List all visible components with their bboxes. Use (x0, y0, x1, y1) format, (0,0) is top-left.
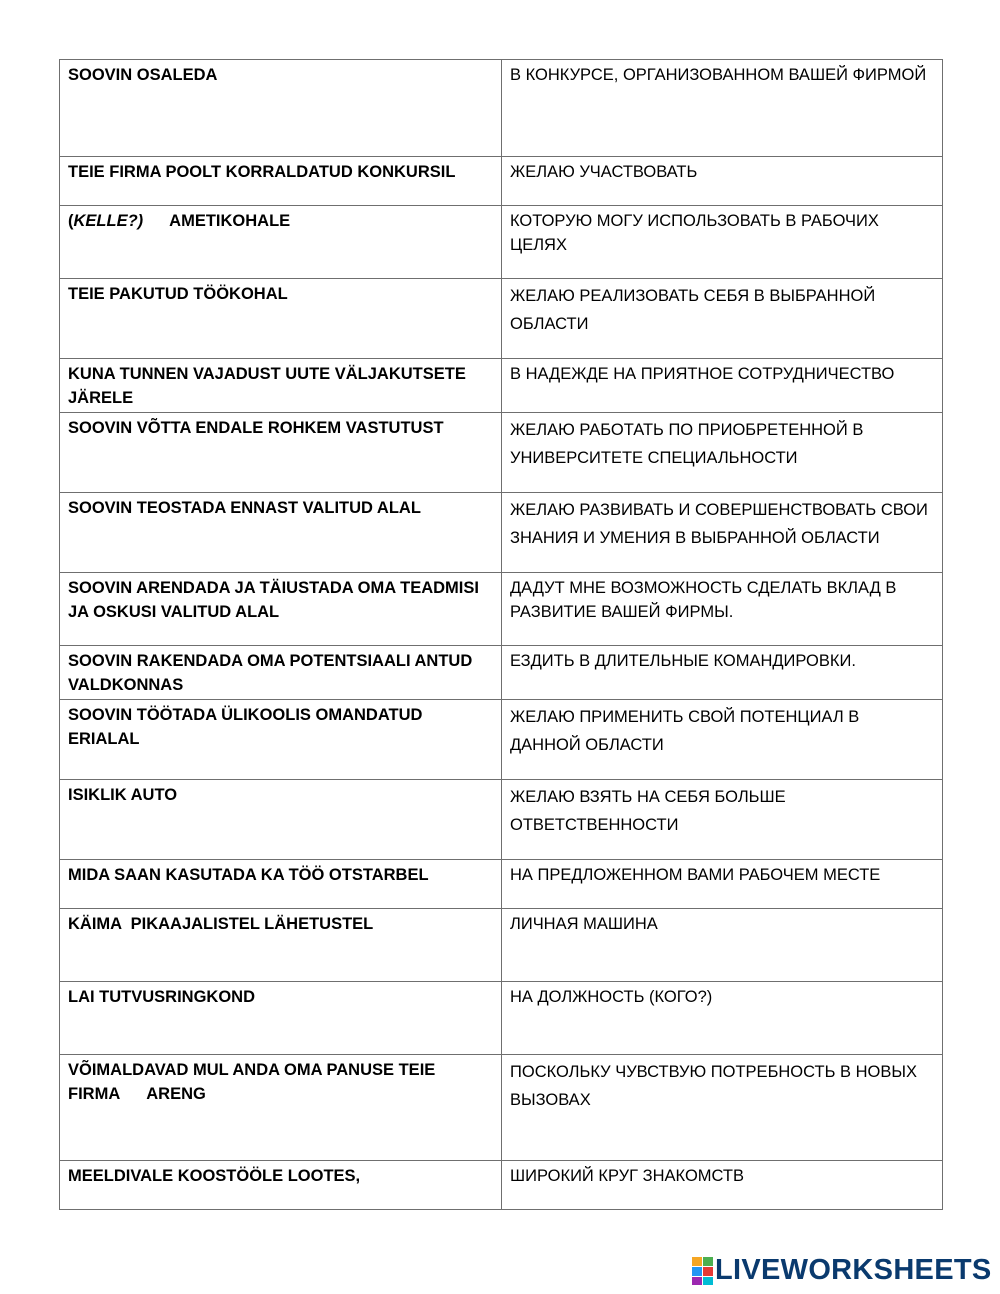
estonian-phrase: TEIE FIRMA POOLT KORRALDATUD KONKURSIL (60, 157, 502, 206)
russian-phrase: ЖЕЛАЮ ВЗЯТЬ НА СЕБЯ БОЛЬШЕ ОТВЕТСТВЕННОСТИ (502, 780, 943, 860)
table-row (60, 982, 943, 1055)
russian-phrase: ЖЕЛАЮ РЕАЛИЗОВАТЬ СЕБЯ В ВЫБРАННОЙ ОБЛАСТИ (502, 279, 943, 359)
estonian-phrase: MIDA SAAN KASUTADA KA TÖÖ OTSTARBEL (60, 860, 502, 909)
estonian-phrase: LAI TUTVUSRINGKOND (60, 982, 502, 1055)
estonian-phrase: ISIKLIK AUTO (60, 780, 502, 860)
estonian-phrase: SOOVIN RAKENDADA OMA POTENTSIAALI ANTUD VALDKONNAS (60, 646, 502, 700)
table-row (60, 157, 943, 206)
liveworksheets-logo-icon (692, 1257, 712, 1283)
russian-phrase: ЖЕЛАЮ УЧАСТВОВАТЬ (502, 157, 943, 206)
estonian-phrase: SOOVIN VÕTTA ENDALE ROHKEM VASTUTUST (60, 413, 502, 493)
russian-phrase: В КОНКУРСЕ, ОРГАНИЗОВАННОМ ВАШЕЙ ФИРМОЙ (502, 60, 943, 157)
table-row (60, 279, 943, 359)
estonian-phrase: SOOVIN OSALEDA (60, 60, 502, 157)
estonian-phrase: KUNA TUNNEN VAJADUST UUTE VÄLJAKUTSETE JÄRELE (60, 359, 502, 413)
russian-phrase: НА ДОЛЖНОСТЬ (КОГО?) (502, 982, 943, 1055)
table-row (60, 700, 943, 780)
table-row (60, 860, 943, 909)
estonian-phrase: SOOVIN TEOSTADA ENNAST VALITUD ALAL (60, 493, 502, 573)
russian-phrase: КОТОРУЮ МОГУ ИСПОЛЬЗОВАТЬ В РАБОЧИХ ЦЕЛЯХ (502, 206, 943, 279)
estonian-phrase: VÕIMALDAVAD MUL ANDA OMA PANUSE TEIE FIRMA ARENG (60, 1055, 502, 1161)
russian-phrase: В НАДЕЖДЕ НА ПРИЯТНОЕ СОТРУДНИЧЕСТВО (502, 359, 943, 413)
russian-phrase: НА ПРЕДЛОЖЕННОМ ВАМИ РАБОЧЕМ МЕСТЕ (502, 860, 943, 909)
table-row (60, 359, 943, 413)
estonian-phrase: KÄIMA PIKAAJALISTEL LÄHETUSTEL (60, 909, 502, 982)
russian-phrase: ЖЕЛАЮ ПРИМЕНИТЬ СВОЙ ПОТЕНЦИАЛ В ДАННОЙ ОБЛАСТИ (502, 700, 943, 780)
russian-phrase: ЖЕЛАЮ РАБОТАТЬ ПО ПРИОБРЕТЕННОЙ В УНИВЕРСИТЕТЕ СПЕЦИАЛЬНОСТИ (502, 413, 943, 493)
table-row (60, 573, 943, 646)
estonian-phrase: SOOVIN ARENDADA JA TÄIUSTADA OMA TEADMISI JA OSKUSI VALITUD ALAL (60, 573, 502, 646)
table-row (60, 909, 943, 982)
matching-table (59, 59, 943, 1210)
table-row (60, 1161, 943, 1210)
estonian-phrase: TEIE PAKUTUD TÖÖKOHAL (60, 279, 502, 359)
table-row (60, 413, 943, 493)
table-row (60, 1055, 943, 1161)
table-row (60, 206, 943, 279)
estonian-phrase: SOOVIN TÖÖTADA ÜLIKOOLIS OMANDATUD ERIALAL (60, 700, 502, 780)
table-row (60, 780, 943, 860)
estonian-phrase: MEELDIVALE KOOSTÖÖLE LOOTES, (60, 1161, 502, 1210)
russian-phrase: ШИРОКИЙ КРУГ ЗНАКОМСТВ (502, 1161, 943, 1210)
russian-phrase: ЖЕЛАЮ РАЗВИВАТЬ И СОВЕРШЕНСТВОВАТЬ СВОИ ЗНАНИЯ И УМЕНИЯ В ВЫБРАННОЙ ОБЛАСТИ (502, 493, 943, 573)
russian-phrase: ПОСКОЛЬКУ ЧУВСТВУЮ ПОТРЕБНОСТЬ В НОВЫХ ВЫЗОВАХ (502, 1055, 943, 1161)
table-row (60, 60, 943, 157)
liveworksheets-logo-text: LIVEWORKSHEETS (715, 1253, 992, 1286)
liveworksheets-logo (692, 1253, 992, 1287)
table-row (60, 493, 943, 573)
russian-phrase: ДАДУТ МНЕ ВОЗМОЖНОСТЬ СДЕЛАТЬ ВКЛАД В РАЗВИТИЕ ВАШЕЙ ФИРМЫ. (502, 573, 943, 646)
table-row (60, 646, 943, 700)
estonian-phrase: (KELLE?) AMETIKOHALE (60, 206, 502, 279)
russian-phrase: ЛИЧНАЯ МАШИНА (502, 909, 943, 982)
russian-phrase: ЕЗДИТЬ В ДЛИТЕЛЬНЫЕ КОМАНДИРОВКИ. (502, 646, 943, 700)
